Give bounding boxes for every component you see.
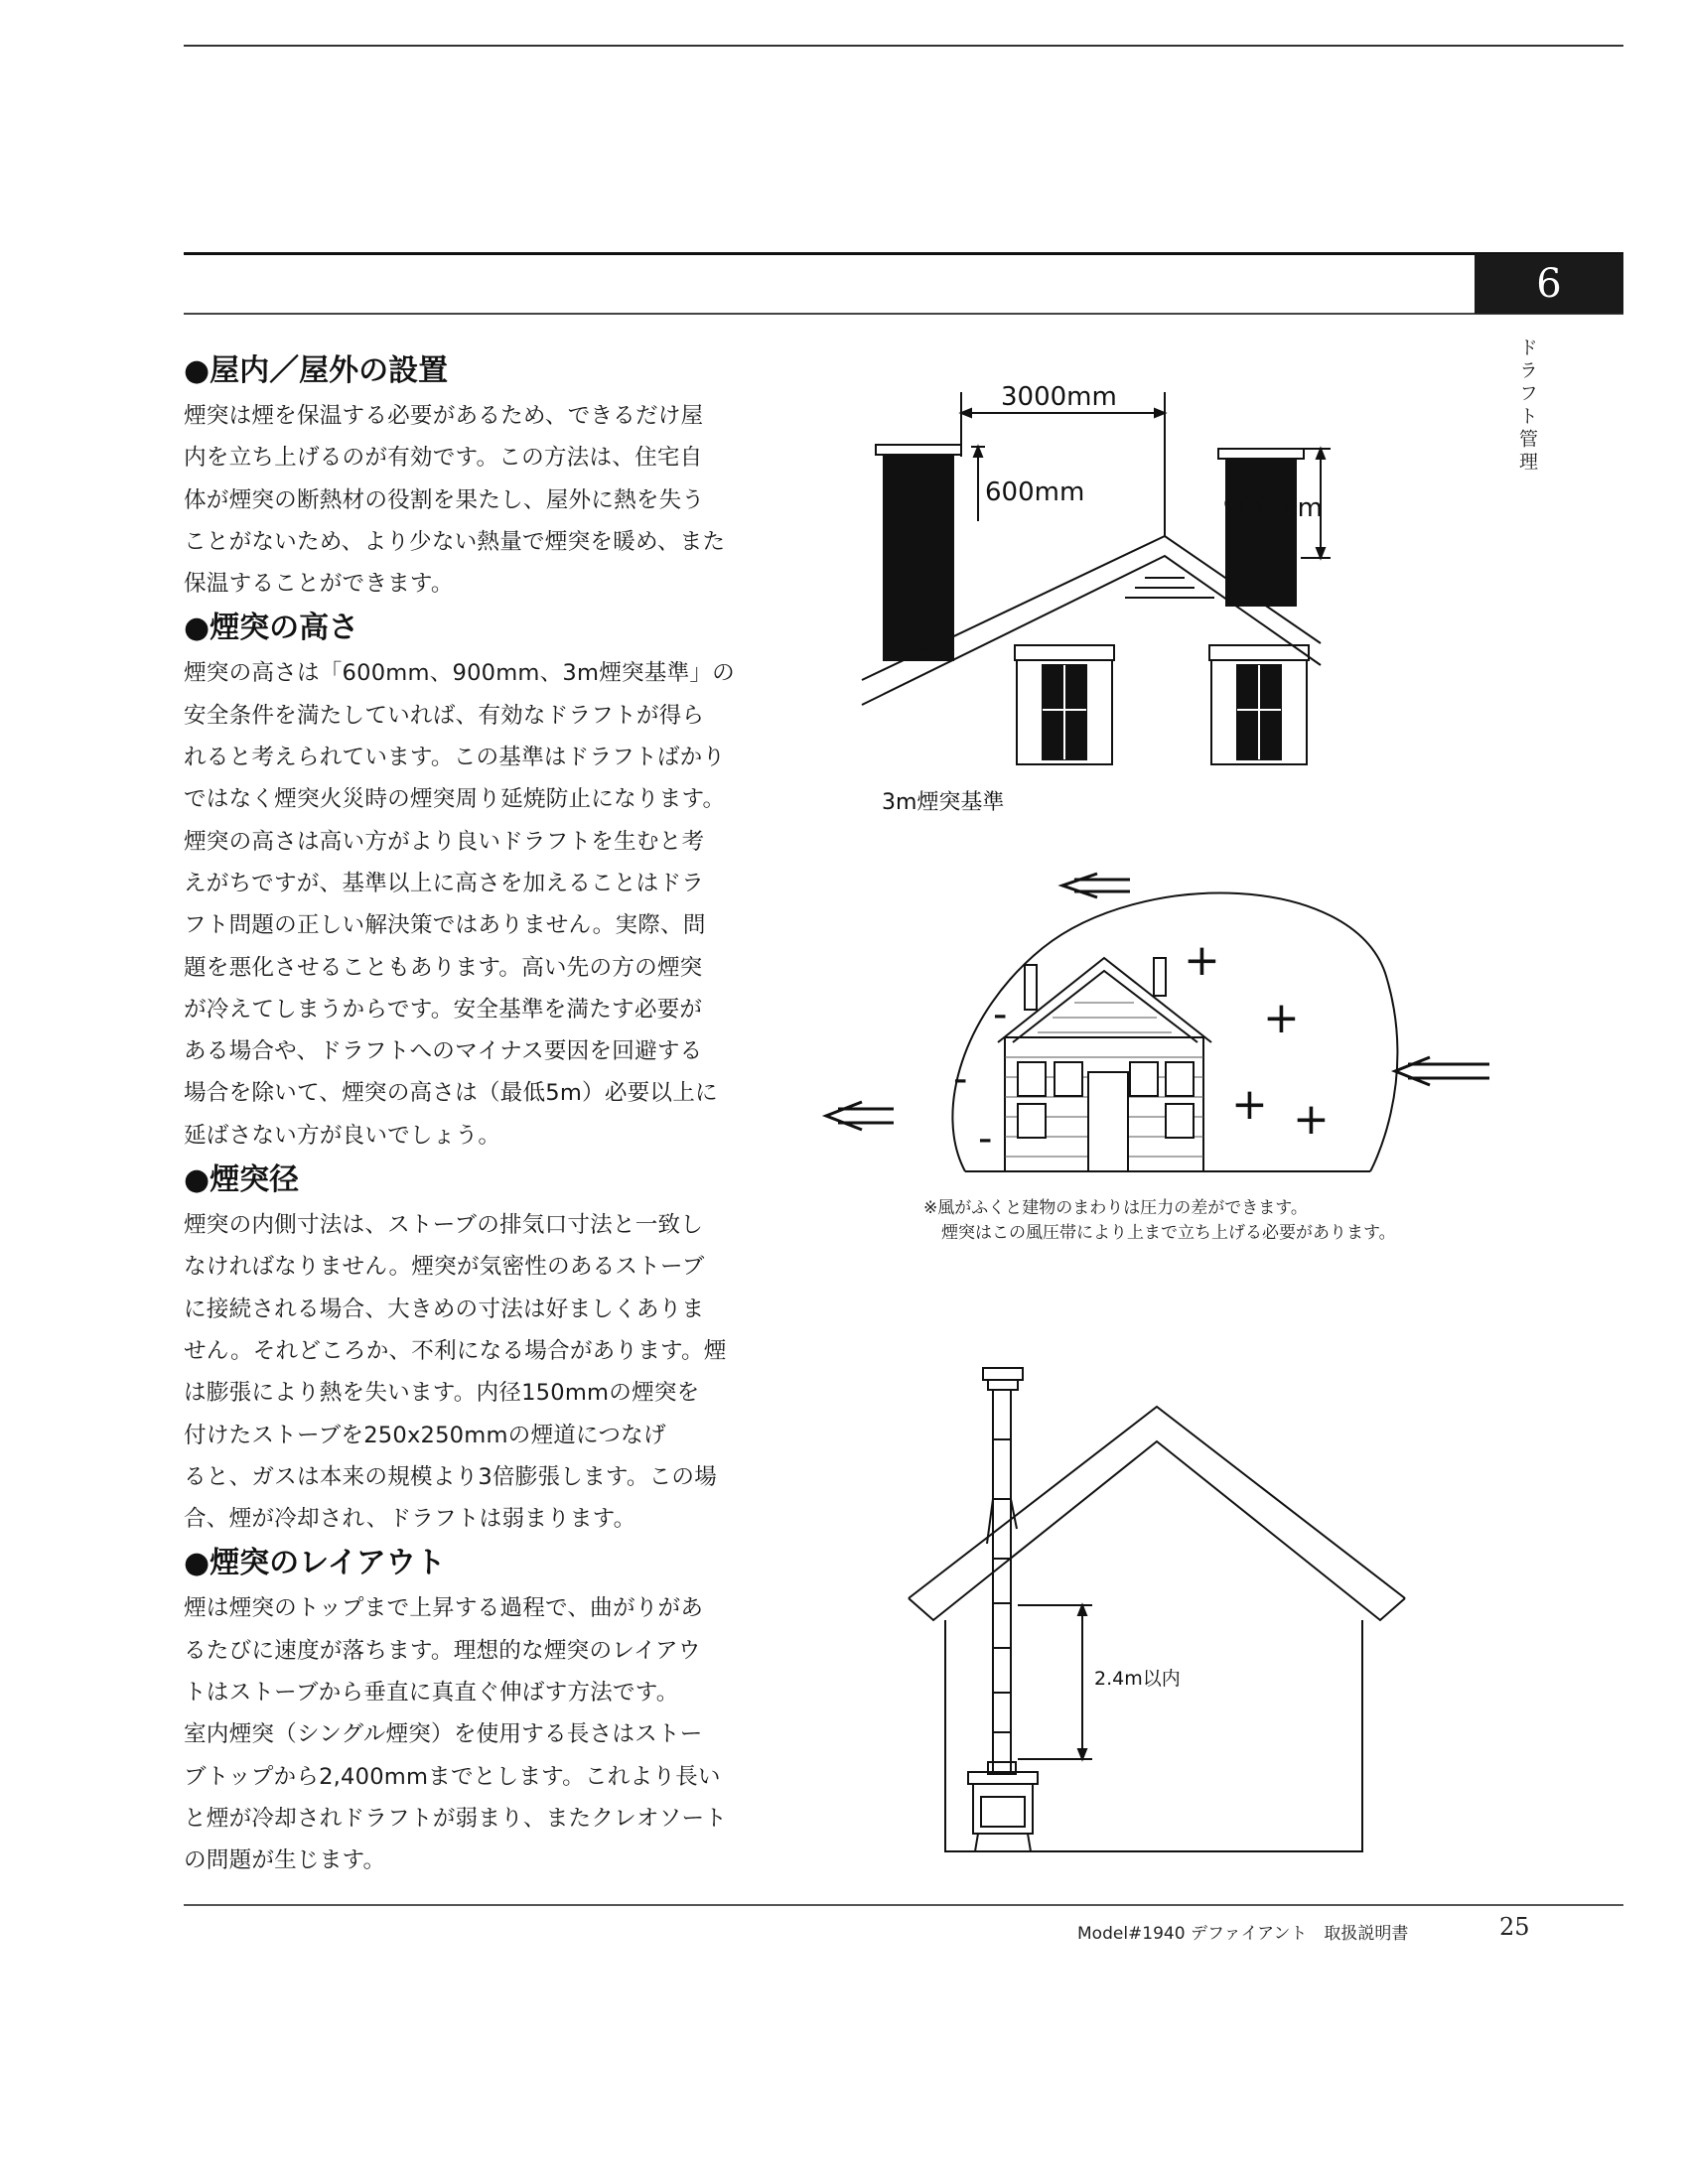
- body-text: [184, 347, 770, 1882]
- para-line: 煙は煙突のトップまで上昇する過程で、曲がりがあ: [184, 1595, 704, 1622]
- para-line: 合、煙が冷却され、ドラフトは弱まります。: [184, 1506, 636, 1533]
- heading-diameter: ●煙突径: [184, 1162, 300, 1198]
- para-line: フト問題の正しい解決策ではありません。実際、問: [184, 912, 706, 939]
- label-900mm: 900mm: [1222, 493, 1323, 523]
- label-3000mm: 3000mm: [1001, 382, 1117, 412]
- caption-3m-standard: 3m煙突基準: [882, 790, 1005, 815]
- footer-model: Model#1940 デファイアント 取扱説明書: [1077, 1924, 1409, 1944]
- heading-height: ●煙突の高さ: [184, 611, 359, 646]
- heading-install: ●屋内／屋外の設置: [184, 353, 449, 388]
- para-line: れると考えられています。この基準はドラフトばかり: [184, 745, 726, 771]
- plus-sign: +: [1231, 1079, 1268, 1130]
- right-chimney: [1226, 457, 1296, 606]
- para-line: 煙突は煙を保温する必要があるため、できるだけ屋: [184, 403, 704, 429]
- caption-line: 煙突はこの風圧帯により上まで立ち上げる必要があります。: [941, 1223, 1396, 1243]
- page-number: 25: [1499, 1913, 1530, 1941]
- minus-sign: -: [953, 1056, 968, 1102]
- plus-sign: +: [1293, 1094, 1330, 1145]
- para-line: ではなく煙突火災時の煙突周り延焼防止になります。: [184, 786, 726, 813]
- chapter-number: 6: [1475, 254, 1623, 314]
- plus-sign: +: [1184, 935, 1220, 986]
- figure-wind-pressure: [814, 854, 1509, 1191]
- figure-chimney-standard: [854, 377, 1370, 824]
- para-line: 体が煙突の断熱材の役割を果たし、屋外に熱を失う: [184, 486, 705, 513]
- para-line: ブトップから2,400mmまでとします。これより長い: [184, 1763, 721, 1790]
- minus-sign: -: [978, 1116, 993, 1161]
- para-line: が冷えてしまうからです。安全基準を満たす必要が: [184, 996, 703, 1023]
- minus-sign: -: [993, 992, 1008, 1037]
- plus-sign: +: [1263, 993, 1300, 1043]
- para-line: ると、ガスは本来の規模より3倍膨張します。この場: [184, 1463, 718, 1490]
- para-line: の問題が生じます。: [184, 1847, 386, 1874]
- para-line: えがちですが、基準以上に高さを加えることはドラ: [184, 870, 705, 896]
- label-2-4m: 2.4m以内: [1094, 1668, 1181, 1690]
- heading-layout: ●煙突のレイアウト: [184, 1546, 446, 1581]
- bottom-rule: [184, 1904, 1623, 1906]
- figure-indoor-chimney: [894, 1360, 1420, 1861]
- para-line: 煙突の高さは高い方がより良いドラフトを生むと考: [184, 828, 705, 855]
- para-line: 内を立ち上げるのが有効です。この方法は、住宅自: [184, 445, 703, 472]
- section-rule: [184, 252, 1623, 255]
- para-line: 煙突の内側寸法は、ストーブの排気口寸法と一致し: [184, 1212, 704, 1239]
- para-line: ある場合や、ドラフトへのマイナス要因を回避する: [184, 1038, 703, 1065]
- caption-line: ※風がふくと建物のまわりは圧力の差ができます。: [923, 1198, 1308, 1218]
- para-line: るたびに速度が落ちます。理想的な煙突のレイアウ: [184, 1637, 701, 1664]
- section-rule-thin: [184, 313, 1623, 315]
- para-line: 題を悪化させることもあります。高い先の方の煙突: [184, 954, 703, 981]
- para-line: に接続される場合、大きめの寸法は好ましくありま: [184, 1296, 705, 1322]
- para-line: 安全条件を満たしていれば、有効なドラフトが得ら: [184, 702, 705, 729]
- para-line: 場合を除いて、煙突の高さは（最低5m）必要以上に: [184, 1080, 718, 1107]
- para-line: せん。それどころか、不利になる場合があります。煙: [184, 1337, 727, 1364]
- wind-caption: [923, 1196, 1396, 1246]
- para-line: トはストーブから垂直に真直ぐ伸ばす方法です。: [184, 1680, 679, 1706]
- top-rule: [184, 45, 1623, 47]
- label-600mm: 600mm: [985, 478, 1085, 507]
- para-line: ことがないため、より少ない熱量で煙突を暖め、また: [184, 528, 726, 555]
- para-line: は膨張により熱を失います。内径150mmの煙突を: [184, 1380, 700, 1407]
- left-chimney: [884, 447, 953, 660]
- para-line: と煙が冷却されドラフトが弱まり、またクレオソート: [184, 1805, 728, 1832]
- para-line: 延ばさない方が良いでしょう。: [184, 1122, 501, 1149]
- para-line: 室内煙突（シングル煙突）を使用する長さはストー: [184, 1721, 703, 1748]
- chapter-side-label: ドラフト管理: [1516, 338, 1538, 475]
- para-line: 付けたストーブを250x250mmの煙道につなげ: [184, 1422, 666, 1448]
- para-line: なければなりません。煙突が気密性のあるストーブ: [184, 1254, 705, 1281]
- para-line: 保温することができます。: [184, 571, 454, 598]
- para-line: 煙突の高さは「600mm、900mm、3m煙突基準」の: [184, 660, 735, 687]
